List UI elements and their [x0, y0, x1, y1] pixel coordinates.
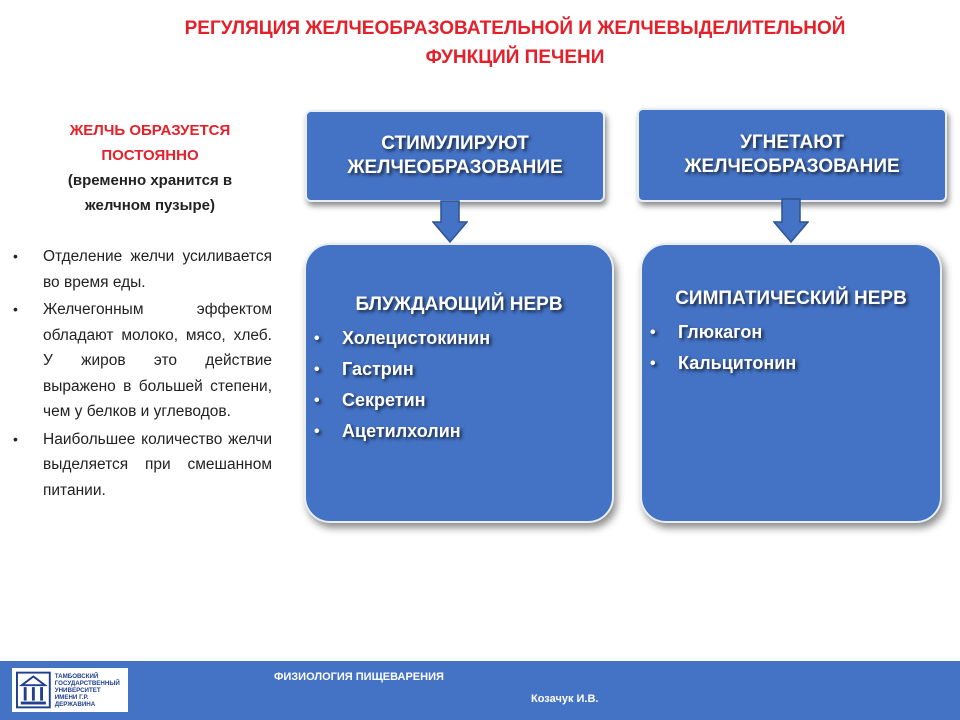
stimulate-panel — [304, 243, 614, 523]
logo-text-line: УНИВЕРСИТЕТ — [54, 686, 101, 694]
down-arrow-icon — [432, 200, 468, 244]
footer-course-title: ФИЗИОЛОГИЯ ПИЩЕВАРЕНИЯ — [274, 671, 444, 683]
logo-text-line: ИМЕНИ Г.Р. ДЕРЖАВИНА — [54, 693, 96, 708]
stimulate-item: • Ацетилхолин — [310, 416, 612, 447]
fact-item: • Наибольшее количество желчи выделяется при смешанном питании. — [10, 427, 272, 504]
inhibit-header-line2: ЖЕЛЧЕОБРАЗОВАНИЕ — [684, 156, 900, 177]
stimulate-item: • Гастрин — [310, 354, 612, 385]
inhibit-panel-title: СИМПАТИЧЕСКИЙ НЕРВ — [675, 288, 907, 309]
stimulate-header-line1: СТИМУЛИРУЮТ — [381, 133, 529, 154]
stimulate-header-box — [305, 110, 605, 202]
intro-note-line1: (временно хранится в — [67, 172, 233, 189]
inhibit-list — [646, 317, 940, 379]
footer-author: Козачук И.В. — [531, 693, 599, 705]
slide-title-line2: ФУНКЦИЙ ПЕЧЕНИ — [425, 47, 605, 68]
university-logo-text — [55, 673, 128, 708]
university-emblem-icon — [16, 671, 51, 709]
intro-heading-line1: ЖЕЛЧЬ ОБРАЗУЕТСЯ — [69, 122, 231, 139]
stimulate-header-line2: ЖЕЛЧЕОБРАЗОВАНИЕ — [347, 157, 563, 178]
intro-block — [30, 118, 270, 218]
logo-text-line: ГОСУДАРСТВЕННЫЙ — [54, 679, 120, 687]
facts-list — [10, 244, 272, 505]
down-arrow-icon — [773, 198, 809, 244]
intro-note-line2: желчном пузыре) — [85, 197, 215, 214]
fact-item: • Желчегонным эффектом обладают молоко, мясо, хлеб. У жиров это действие выражено в большей степени, чем у белков и углеводов. — [10, 297, 272, 425]
inhibit-item: • Кальцитонин — [646, 348, 940, 379]
slide-title-line1: РЕГУЛЯЦИЯ ЖЕЛЧЕОБРАЗОВАТЕЛЬНОЙ И ЖЕЛЧЕВЫДЕЛИТЕЛЬНОЙ — [184, 18, 846, 39]
logo-text-line: ТАМБОВСКИЙ — [54, 672, 99, 680]
inhibit-panel — [640, 243, 942, 523]
stimulate-list — [310, 323, 612, 447]
intro-heading-line2: ПОСТОЯННО — [101, 147, 199, 164]
inhibit-header-line1: УГНЕТАЮТ — [740, 132, 844, 153]
stimulate-item: • Холецистокинин — [310, 323, 612, 354]
slide-title — [160, 14, 870, 72]
fact-item: • Отделение желчи усиливается во время еды. — [10, 244, 272, 295]
inhibit-item: • Глюкагон — [646, 317, 940, 348]
stimulate-panel-title: БЛУЖДАЮЩИЙ НЕРВ — [355, 294, 563, 315]
inhibit-header-box — [637, 108, 947, 202]
stimulate-item: • Секретин — [310, 385, 612, 416]
footer-bar — [0, 661, 960, 720]
university-logo — [12, 668, 128, 712]
